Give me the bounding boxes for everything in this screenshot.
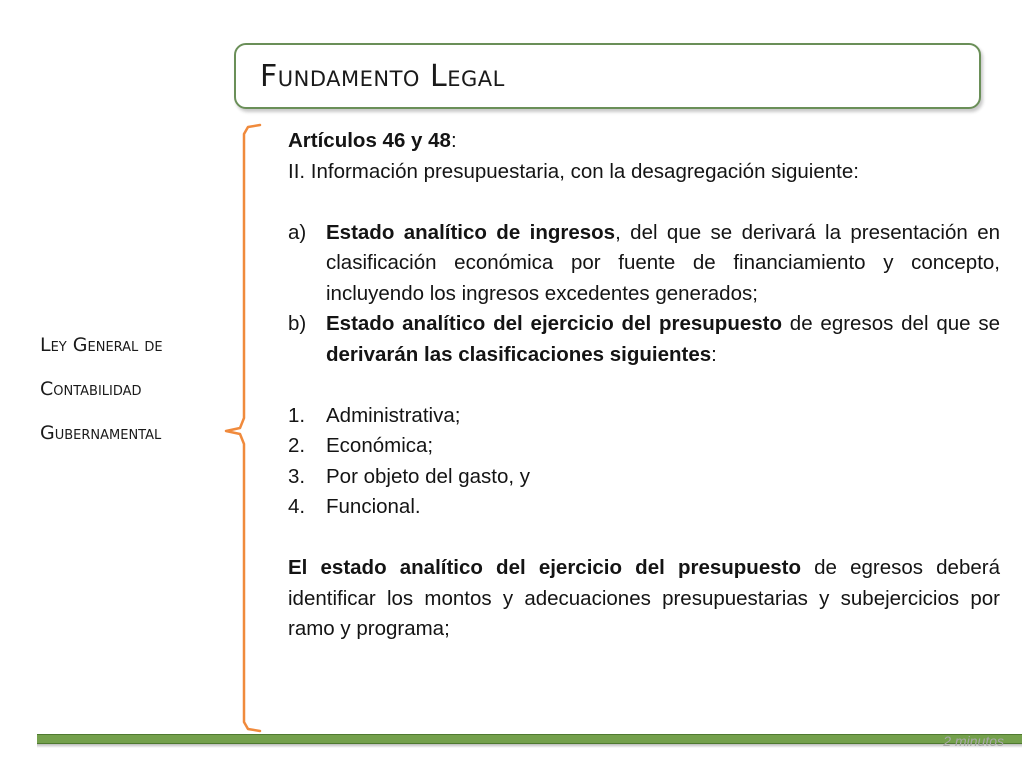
list-marker: b) (288, 312, 307, 335)
law-name-line-3: Gubernamental (40, 422, 162, 444)
numbered-item: 4. Funcional. (288, 495, 421, 518)
closing-paragraph: El estado analítico del ejercicio del presupuesto de egresos deberá identificar los montos y adecuaciones presupuestarias y subejercicios por ramo y programa; (288, 556, 1000, 640)
title-box (234, 43, 981, 109)
curly-brace-icon (222, 122, 262, 734)
list-item: b) Estado analítico del ejercicio del presupuesto de egresos del que se derivarán las clasificaciones siguientes: (288, 309, 1000, 370)
articles-heading: Artículos 46 y 48: (288, 129, 457, 152)
footer-bar (37, 734, 1022, 744)
list-item: a) Estado analítico de ingresos, del que se derivará la presentación en clasificación económica por fuente de financiamiento y concepto, incluyendo los ingresos excedentes generados; (288, 218, 1000, 310)
duration-note: 2 minutos (943, 733, 1004, 749)
law-name-line-1: Ley General de (40, 334, 163, 356)
law-name (40, 323, 240, 455)
list-marker: a) (288, 220, 307, 244)
numbered-item: 2. Económica; (288, 434, 434, 457)
page-title: Fundamento Legal (260, 59, 505, 94)
law-name-line-2: Contabilidad (40, 378, 142, 400)
brace-path (226, 125, 260, 731)
footer-bar-shadow (37, 744, 1022, 748)
numbered-item: 1. Administrativa; (288, 403, 461, 427)
articles-subheading: II. Información presupuestaria, con la desagregación siguiente: (288, 159, 859, 183)
numbered-item: 3. Por objeto del gasto, y (288, 464, 530, 488)
content-body (288, 126, 1000, 645)
